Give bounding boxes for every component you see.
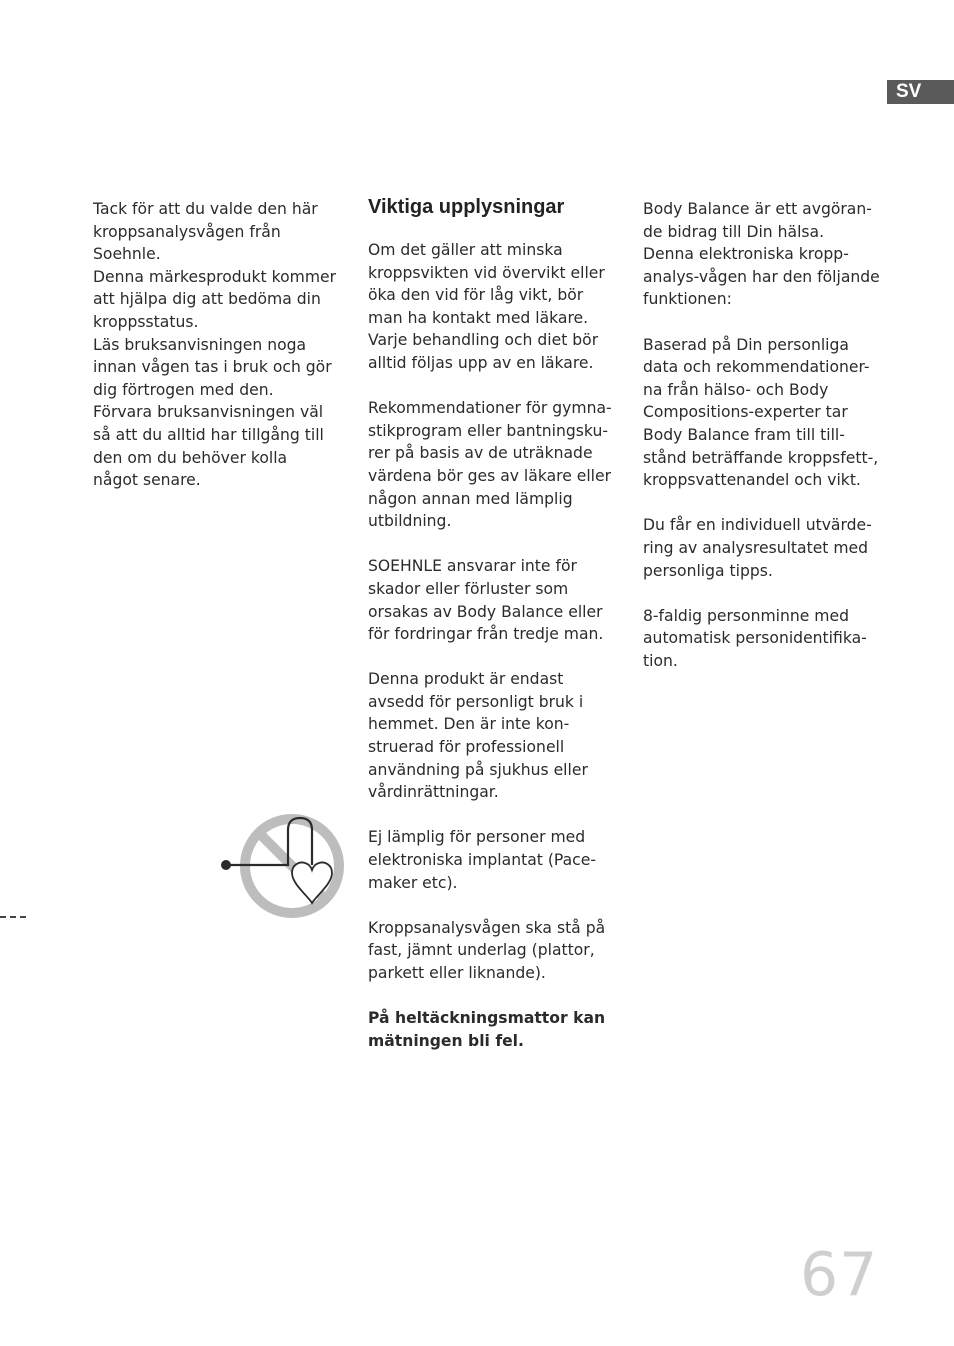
text-line: Rekommendationer för gymna- xyxy=(368,399,612,418)
text-line: automatisk personidentifika- xyxy=(643,629,867,648)
text-line: Body Balance fram till till- xyxy=(643,425,845,444)
text-line: Förvara bruksanvisningen väl xyxy=(93,403,324,422)
text-line: Denna produkt är endast xyxy=(368,670,564,689)
text-line: något senare. xyxy=(93,471,201,490)
text-line: vårdinrättningar. xyxy=(368,783,499,802)
text-line: utbildning. xyxy=(368,512,452,531)
text-line: den om du behöver kolla xyxy=(93,448,288,467)
text-line: analys-vågen har den följande xyxy=(643,267,880,286)
text-line: så att du alltid har tillgång till xyxy=(93,425,324,444)
features-column xyxy=(643,198,893,672)
text-line: dig förtrogen med den. xyxy=(93,380,274,399)
important-info-column xyxy=(368,198,618,1052)
paragraph-personal-use xyxy=(368,668,618,804)
text-line: elektroniska implantat (Pace- xyxy=(368,851,596,870)
paragraph-weight-advice xyxy=(368,239,618,375)
text-line: Compositions-experter tar xyxy=(643,403,848,422)
section-heading: Viktiga upplysningar xyxy=(368,196,565,218)
text-line: användning på sjukhus eller xyxy=(368,760,588,779)
text-line: parkett eller liknande). xyxy=(368,964,546,982)
text-line: Läs bruksanvisningen noga xyxy=(93,335,307,354)
paragraph-personal-data xyxy=(643,334,893,492)
paragraph-memory xyxy=(643,605,893,673)
text-line: Body Balance är ett avgöran- xyxy=(643,200,872,218)
text-line: kroppsanalysvågen från xyxy=(93,222,281,241)
paragraph-liability xyxy=(368,555,618,645)
cut-line-marker xyxy=(0,916,26,918)
text-line: personliga tipps. xyxy=(643,561,773,580)
text-line: för fordringar från tredje man. xyxy=(368,625,604,644)
text-line: värdena bör ges av läkare eller xyxy=(368,466,612,485)
text-line: data och rekommendationer- xyxy=(643,358,870,377)
text-line: stånd beträffande kroppsfett-, xyxy=(643,448,879,467)
text-line: orsakas av Body Balance eller xyxy=(368,602,603,621)
text-line: rer på basis av de uträknade xyxy=(368,444,593,463)
intro-paragraph xyxy=(93,198,343,492)
paragraph-evaluation xyxy=(643,514,893,582)
text-line: na från hälso- och Body xyxy=(643,380,829,399)
text-line: kroppsvattenandel och vikt. xyxy=(643,471,861,490)
text-line: funktionen: xyxy=(643,290,732,309)
text-line: Om det gäller att minska xyxy=(368,241,563,259)
text-line: På heltäckningsmattor kan xyxy=(368,1009,606,1028)
language-tab: SV xyxy=(887,80,954,104)
paragraph-implant-warning xyxy=(368,826,618,894)
text-line: de bidrag till Din hälsa. xyxy=(643,222,825,241)
text-line: hemmet. Den är inte kon- xyxy=(368,715,570,734)
text-line: innan vågen tas i bruk och gör xyxy=(93,358,332,377)
page-number: 67 xyxy=(800,1240,879,1310)
text-line: öka den vid för låg vikt, bör xyxy=(368,286,584,305)
text-line: 8-faldig personminne med xyxy=(643,606,849,625)
text-line: kroppsstatus. xyxy=(93,312,199,331)
paragraph-carpet-warning xyxy=(368,1007,618,1052)
paragraph-recommendations xyxy=(368,397,618,533)
text-line: fast, jämnt underlag (plattor, xyxy=(368,941,595,960)
text-line: ring av analysresultatet med xyxy=(643,538,869,557)
text-line: stikprogram eller bantningsku- xyxy=(368,421,608,440)
text-line: maker etc). xyxy=(368,873,458,892)
text-line: skador eller förluster som xyxy=(368,579,569,598)
text-line: Du får en individuell utvärde- xyxy=(643,516,872,535)
text-line: Soehnle. xyxy=(93,245,161,264)
text-line: Tack för att du valde den här xyxy=(93,200,318,218)
paragraph-surface xyxy=(368,917,618,985)
text-line: att hjälpa dig att bedöma din xyxy=(93,290,321,309)
text-line: någon annan med lämplig xyxy=(368,489,573,508)
text-line: Kroppsanalysvågen ska stå på xyxy=(368,918,606,937)
no-pacemaker-icon xyxy=(216,810,348,922)
intro-column xyxy=(93,198,343,492)
text-line: Baserad på Din personliga xyxy=(643,335,849,354)
text-line: mätningen bli fel. xyxy=(368,1031,524,1050)
text-line: Varje behandling och diet bör xyxy=(368,331,599,350)
paragraph-body-balance xyxy=(643,198,893,311)
text-line: kroppsvikten vid övervikt eller xyxy=(368,263,605,282)
text-line: alltid följas upp av en läkare. xyxy=(368,353,594,372)
text-line: Ej lämplig för personer med xyxy=(368,828,586,847)
text-line: struerad för professionell xyxy=(368,738,565,757)
text-line: SOEHNLE ansvarar inte för xyxy=(368,557,577,576)
text-line: Denna märkesprodukt kommer xyxy=(93,267,337,286)
text-line: Denna elektroniska kropp- xyxy=(643,245,849,264)
text-line: man ha kontakt med läkare. xyxy=(368,308,589,327)
text-line: avsedd för personligt bruk i xyxy=(368,692,584,711)
text-line: tion. xyxy=(643,651,678,670)
